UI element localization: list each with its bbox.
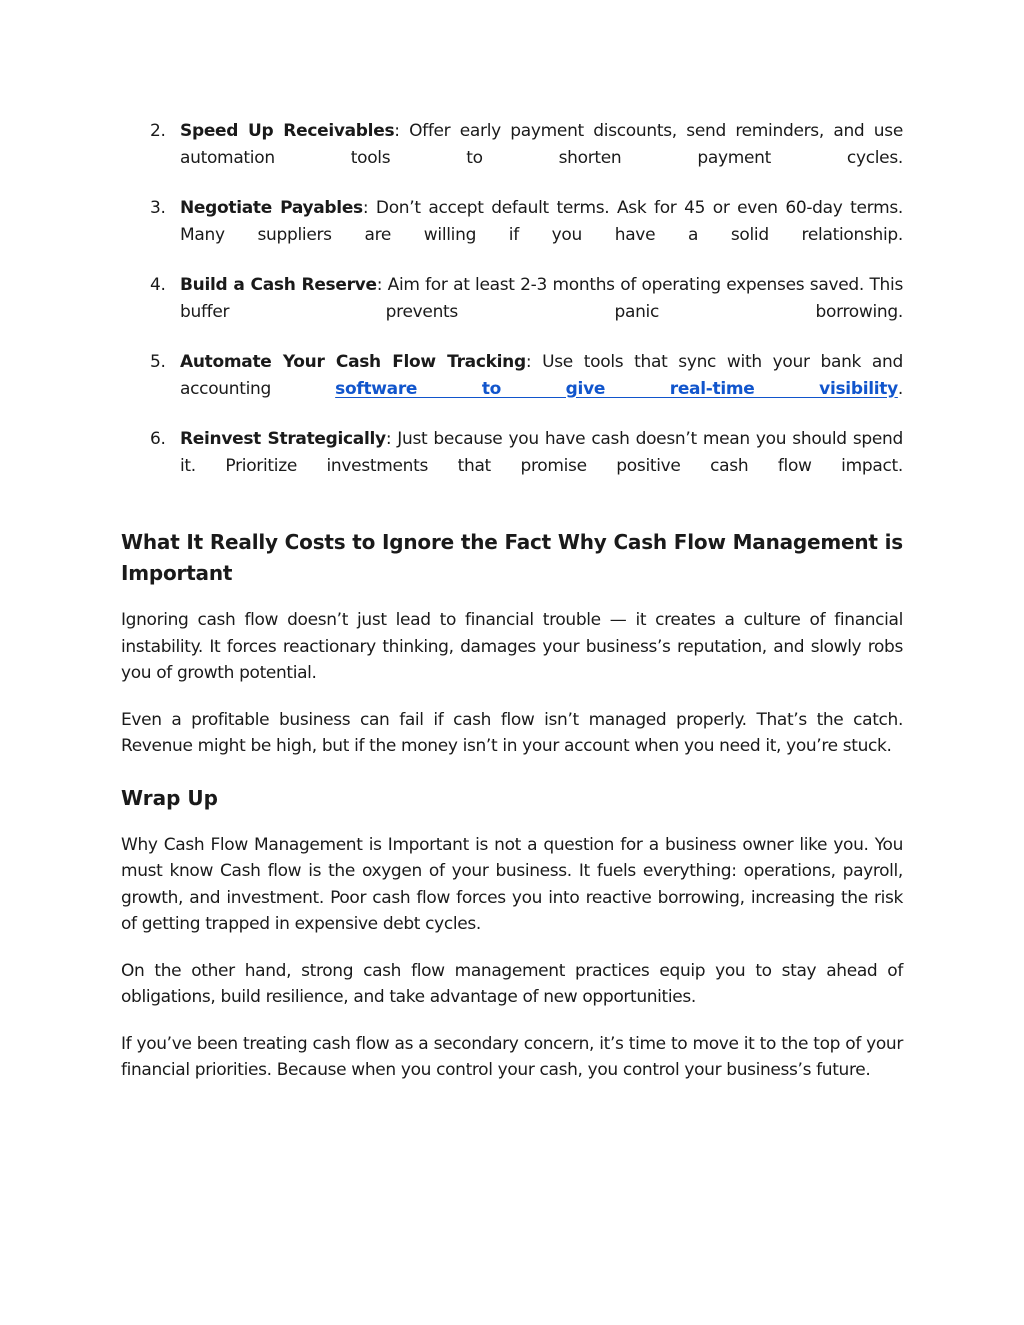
list-text: : Offer early payment discounts, send reminders, and use automation tools to shorten payment cycles. — [180, 121, 903, 168]
tips-list — [121, 118, 903, 479]
list-item — [121, 118, 903, 171]
list-term: Automate Your Cash Flow Tracking — [180, 352, 526, 372]
list-number: 2. — [150, 121, 166, 141]
costs-heading: What It Really Costs to Ignore the Fact Why Cash Flow Management is Important — [121, 530, 903, 585]
list-number: 3. — [150, 198, 166, 218]
wrap-up-paragraph: If you’ve been treating cash flow as a secondary concern, it’s time to move it to the top of your financial priorities. Because when you control your cash, you control your business’s future. — [121, 1033, 903, 1080]
list-text: : Aim for at least 2-3 months of operating expenses saved. This buffer prevents panic borrowing. — [180, 275, 904, 322]
list-number: 5. — [150, 352, 166, 372]
wrap-up-heading: Wrap Up — [121, 785, 218, 810]
wrap-up-paragraph: Why Cash Flow Management is Important is not a question for a business owner like you. You must know Cash flow is the oxygen of your business. It fuels everything: operations, payroll, growth, and investment. Poor cash flow forces you into reactive borrowing, increasing the risk of getting trapped in expensive debt cycles. — [121, 834, 903, 934]
wrap-up-paragraph: On the other hand, strong cash flow management practices equip you to stay ahead of obligations, build resilience, and take advantage of new opportunities. — [121, 960, 903, 1007]
list-number: 4. — [150, 275, 166, 295]
list-term: Reinvest Strategically — [180, 429, 386, 449]
list-item — [121, 272, 903, 325]
list-item — [121, 195, 903, 248]
document-page — [121, 118, 903, 1084]
list-text-end: . — [897, 378, 903, 399]
list-term: Build a Cash Reserve — [180, 275, 377, 295]
list-item — [121, 349, 903, 402]
costs-paragraph: Even a profitable business can fail if cash flow isn’t managed properly. That’s the catch. Revenue might be high, but if the money isn’t in your account when you need it, you’re stuck. — [121, 709, 903, 756]
list-term: Negotiate Payables — [180, 198, 363, 218]
list-text: : Use tools that sync with your bank and accounting — [180, 352, 903, 399]
real-time-visibility-link[interactable]: software to give real-time visibility — [335, 378, 898, 399]
list-text: : Just because you have cash doesn’t mean you should spend it. Prioritize investments that promise positive cash flow impact. — [180, 429, 904, 476]
costs-paragraph: Ignoring cash flow doesn’t just lead to financial trouble — it creates a culture of financial instability. It forces reactionary thinking, damages your business’s reputation, and slowly robs you of growth potential. — [121, 610, 903, 683]
list-item — [121, 426, 903, 479]
list-term: Speed Up Receivables — [180, 121, 395, 141]
list-text: : Don’t accept default terms. Ask for 45 or even 60-day terms. Many suppliers are willing if you have a solid relationship. — [180, 198, 903, 245]
list-number: 6. — [150, 429, 166, 449]
